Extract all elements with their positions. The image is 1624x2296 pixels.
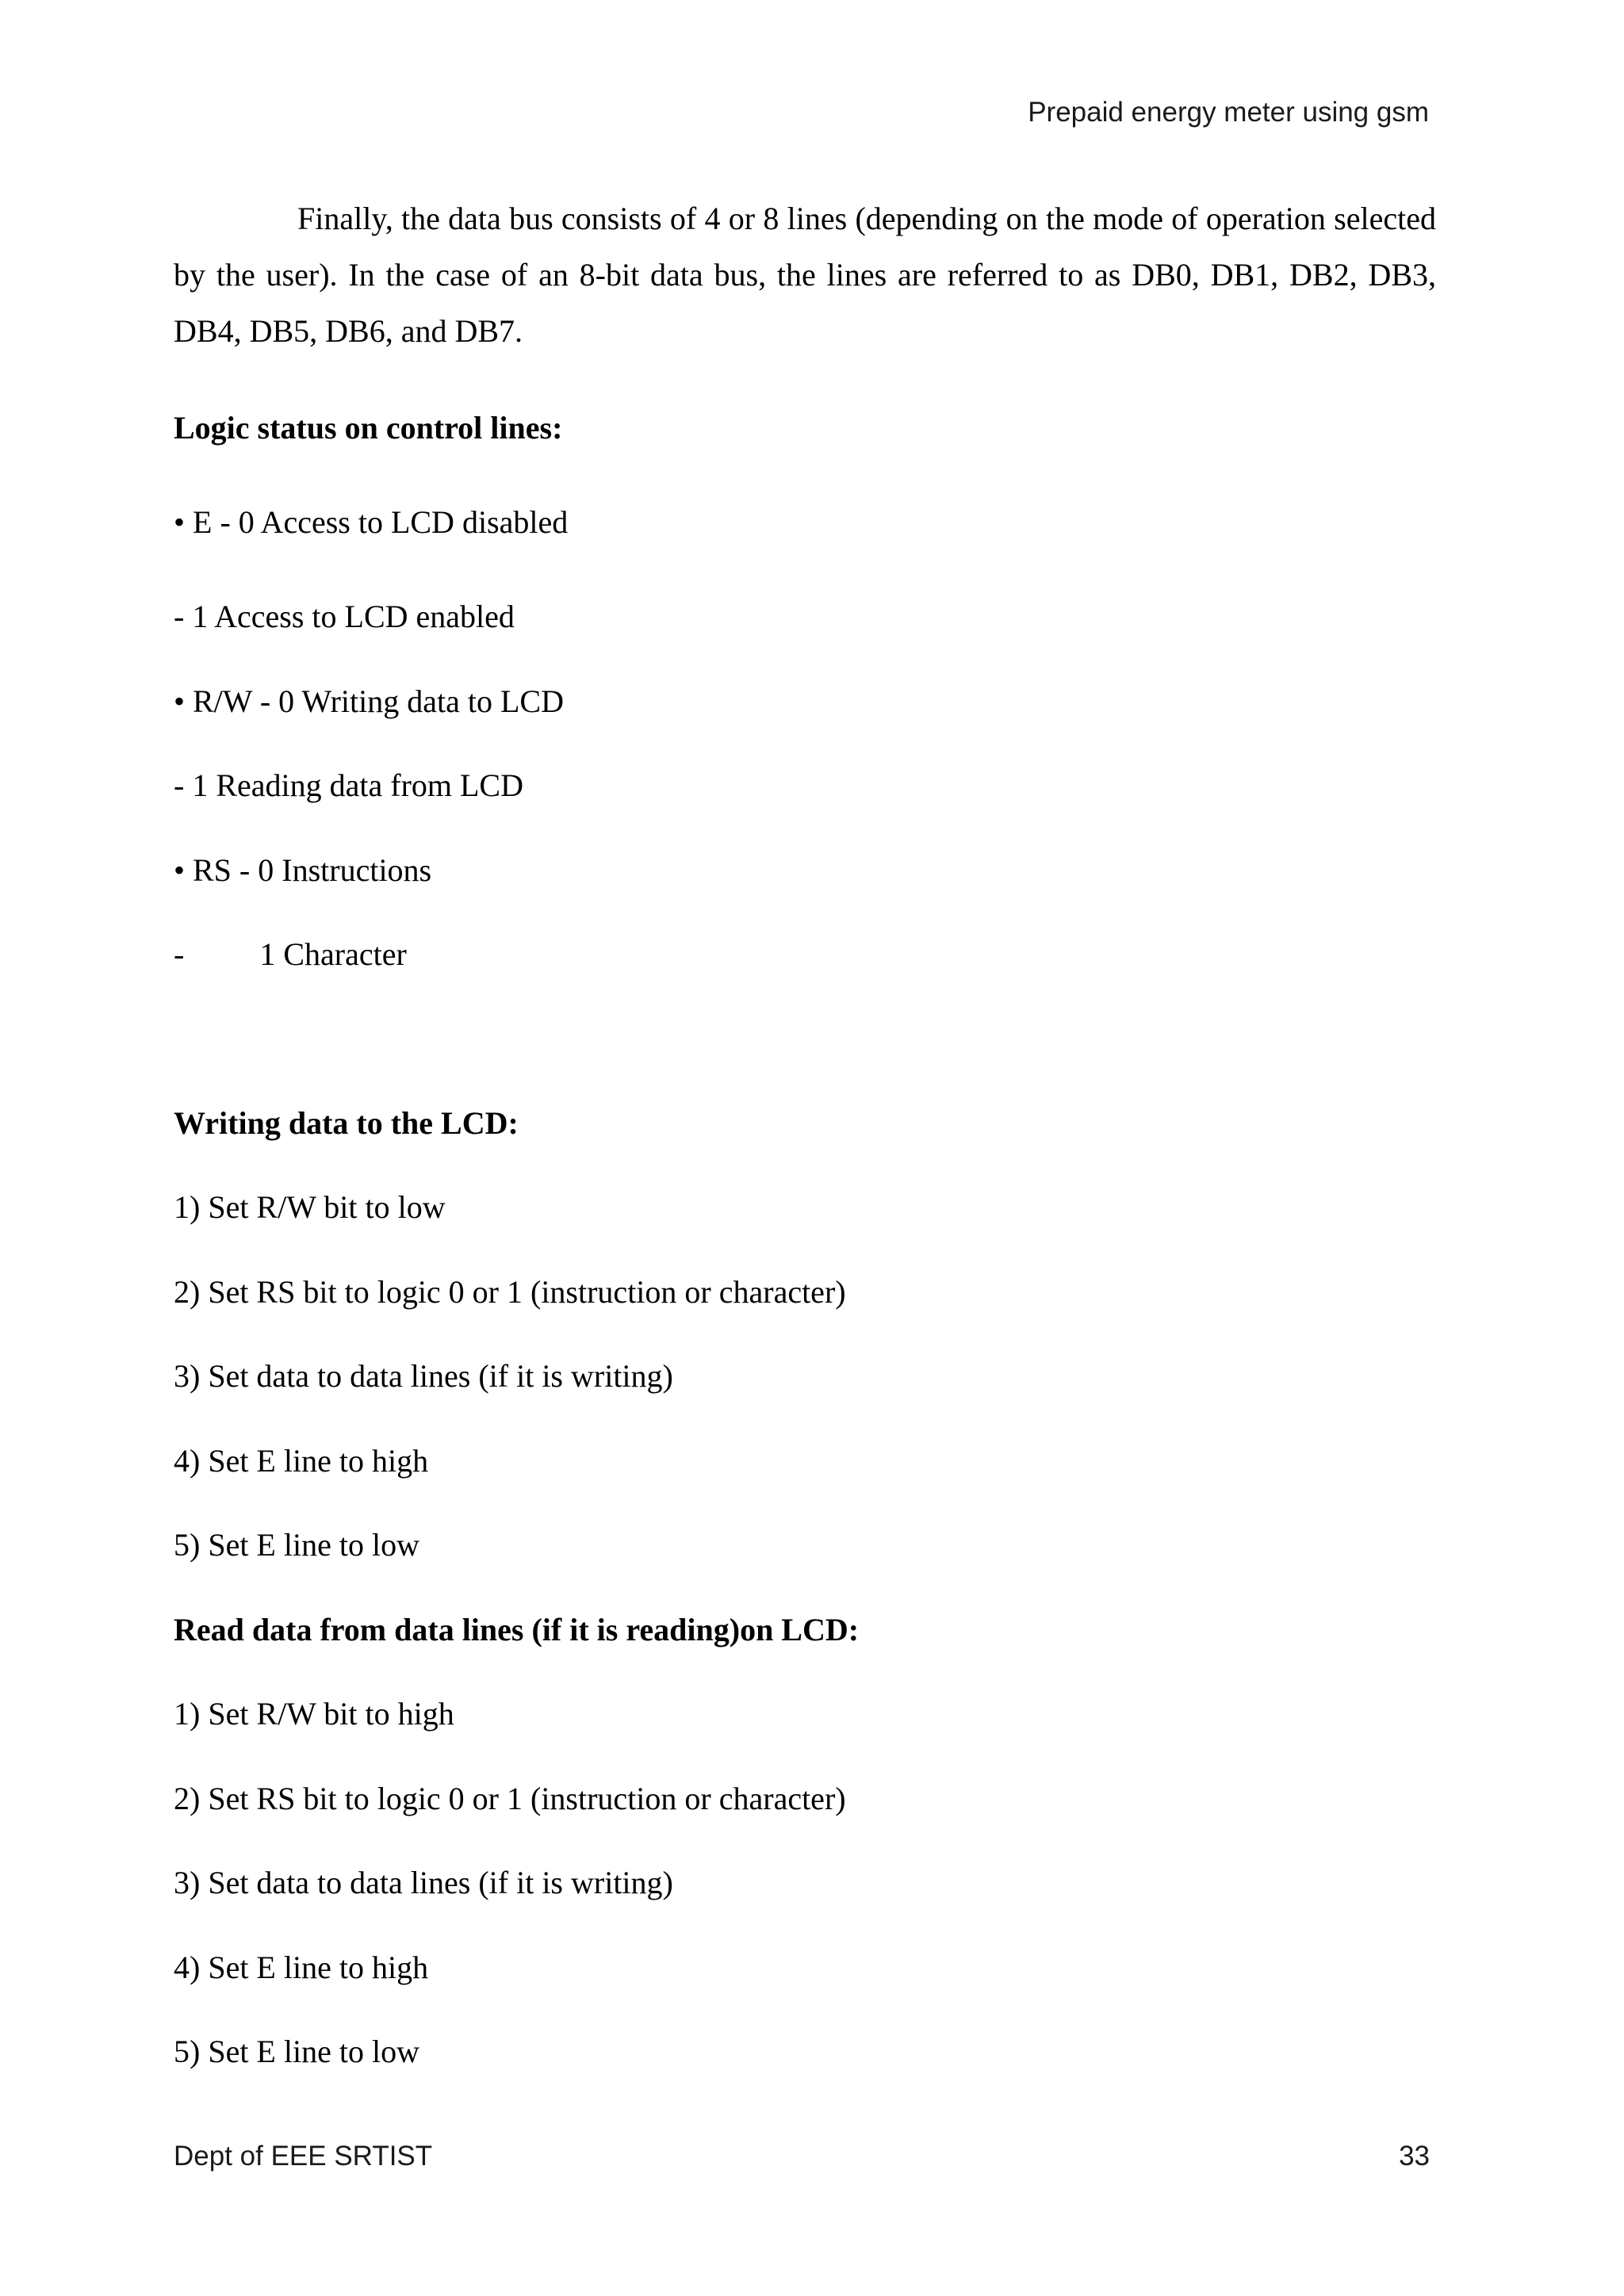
writing-step: 4) Set E line to high: [174, 1443, 429, 1479]
writing-step: 3) Set data to data lines (if it is writing): [174, 1358, 673, 1394]
writing-step: 1) Set R/W bit to low: [174, 1189, 446, 1225]
intro-paragraph: Finally, the data bus consists of 4 or 8 lines (depending on the mode of operation selected by the user). In the case of an 8-bit data bus, the lines are referred to as DB0, DB1, DB2, DB3, DB4, DB5, DB6, and DB7.: [174, 201, 1436, 349]
writing-heading: Writing data to the LCD:: [174, 1105, 519, 1141]
logic-item: • E - 0 Access to LCD disabled: [174, 504, 569, 540]
page-number: 33: [1399, 2141, 1430, 2172]
logic-item: • R/W - 0 Writing data to LCD: [174, 683, 564, 719]
logic-item: - 1 Access to LCD enabled: [174, 599, 515, 634]
reading-step: 2) Set RS bit to logic 0 or 1 (instruction or character): [174, 1781, 846, 1816]
writing-step: 5) Set E line to low: [174, 1527, 419, 1563]
reading-step: 5) Set E line to low: [174, 2034, 419, 2069]
reading-step: 4) Set E line to high: [174, 1950, 429, 1985]
running-header: Prepaid energy meter using gsm: [1028, 97, 1429, 128]
footer-department: Dept of EEE SRTIST: [174, 2141, 433, 2172]
reading-step: 3) Set data to data lines (if it is writing): [174, 1865, 673, 1900]
writing-step: 2) Set RS bit to logic 0 or 1 (instruction or character): [174, 1274, 846, 1310]
logic-item: • RS - 0 Instructions: [174, 852, 432, 888]
logic-item-text: 1 Character: [259, 936, 407, 972]
reading-step: 1) Set R/W bit to high: [174, 1696, 454, 1732]
reading-heading: Read data from data lines (if it is reading)on LCD:: [174, 1612, 860, 1647]
dash-marker: -: [174, 936, 185, 972]
logic-item-last: [174, 936, 407, 974]
logic-status-heading: Logic status on control lines:: [174, 410, 563, 446]
logic-item: - 1 Reading data from LCD: [174, 767, 523, 803]
